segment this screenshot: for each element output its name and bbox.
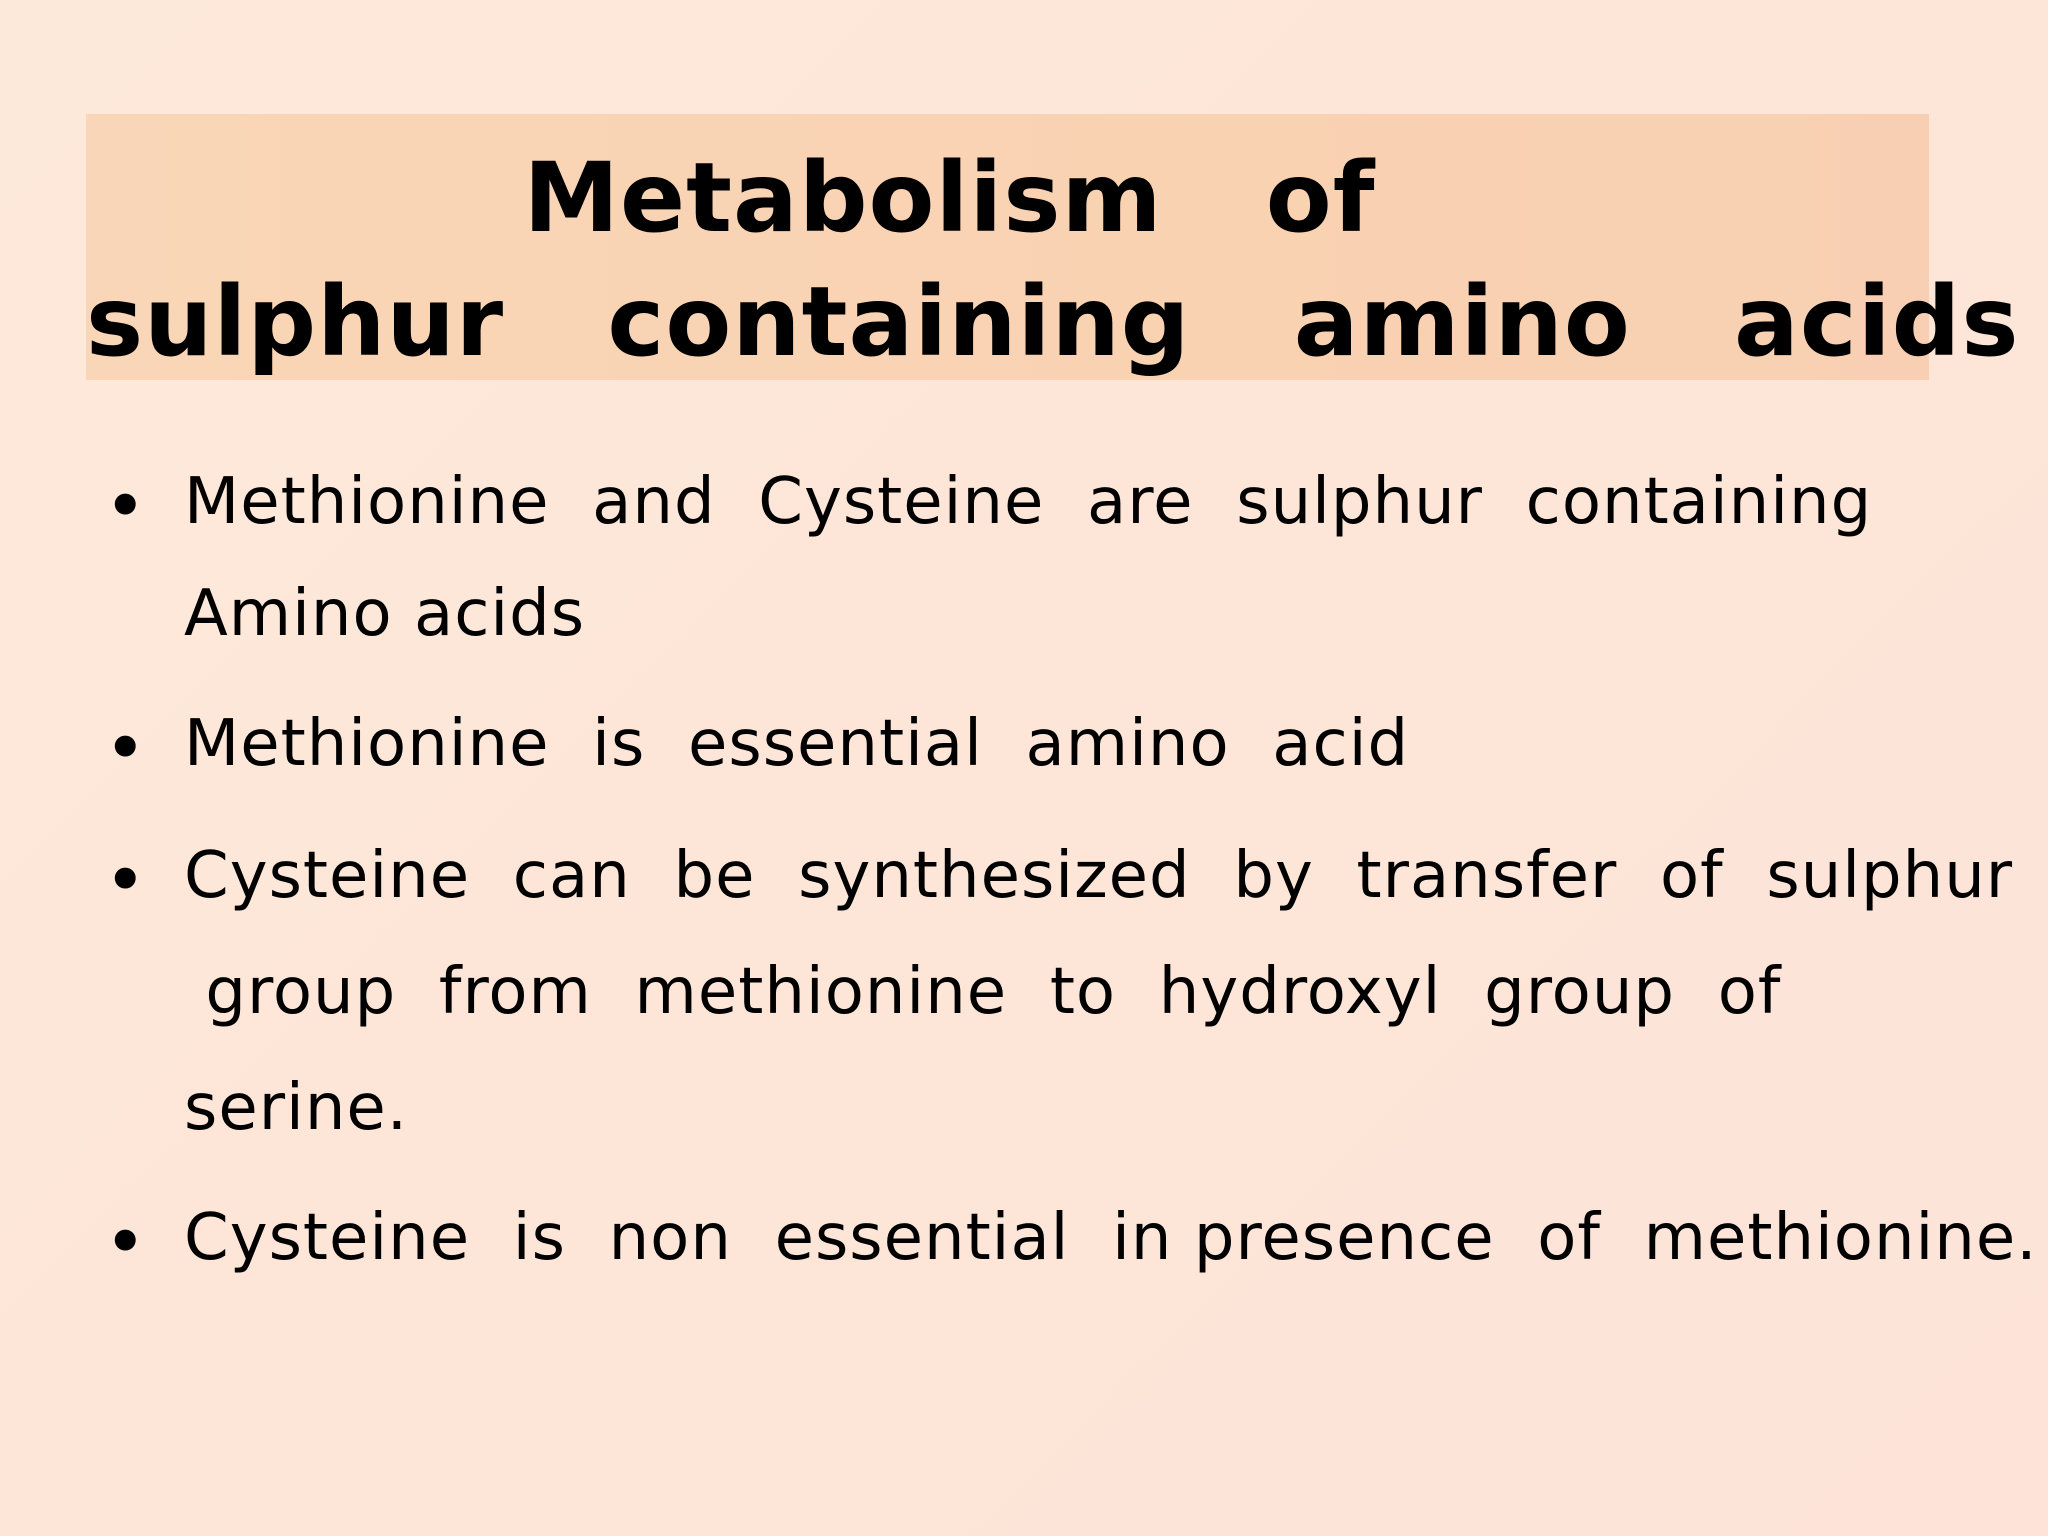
bullet-marker-1: • [104,464,147,548]
bullet-2-line-1: Methionine is essential amino acid [184,707,1410,781]
bullet-marker-4: • [104,1200,147,1284]
bullet-marker-3: • [104,838,147,922]
bullet-3-line-1: Cysteine can be synthesized by transfer of sulphur [184,839,2014,913]
bullet-1-line-2: Amino acids [184,577,586,651]
bullet-marker-2: • [104,706,147,790]
bullet-3-line-2: group from methionine to hydroxyl group of [184,955,1782,1029]
title-line-1: Metabolism of [523,142,1376,254]
title-line-2: sulphur containing amino acids [86,266,2020,378]
bullet-4-line-1: Cysteine is non essential in presence of methionine. [184,1201,2038,1275]
bullet-3-line-3: serine. [184,1071,409,1145]
bullet-1-line-1: Methionine and Cysteine are sulphur containing [184,465,1873,539]
